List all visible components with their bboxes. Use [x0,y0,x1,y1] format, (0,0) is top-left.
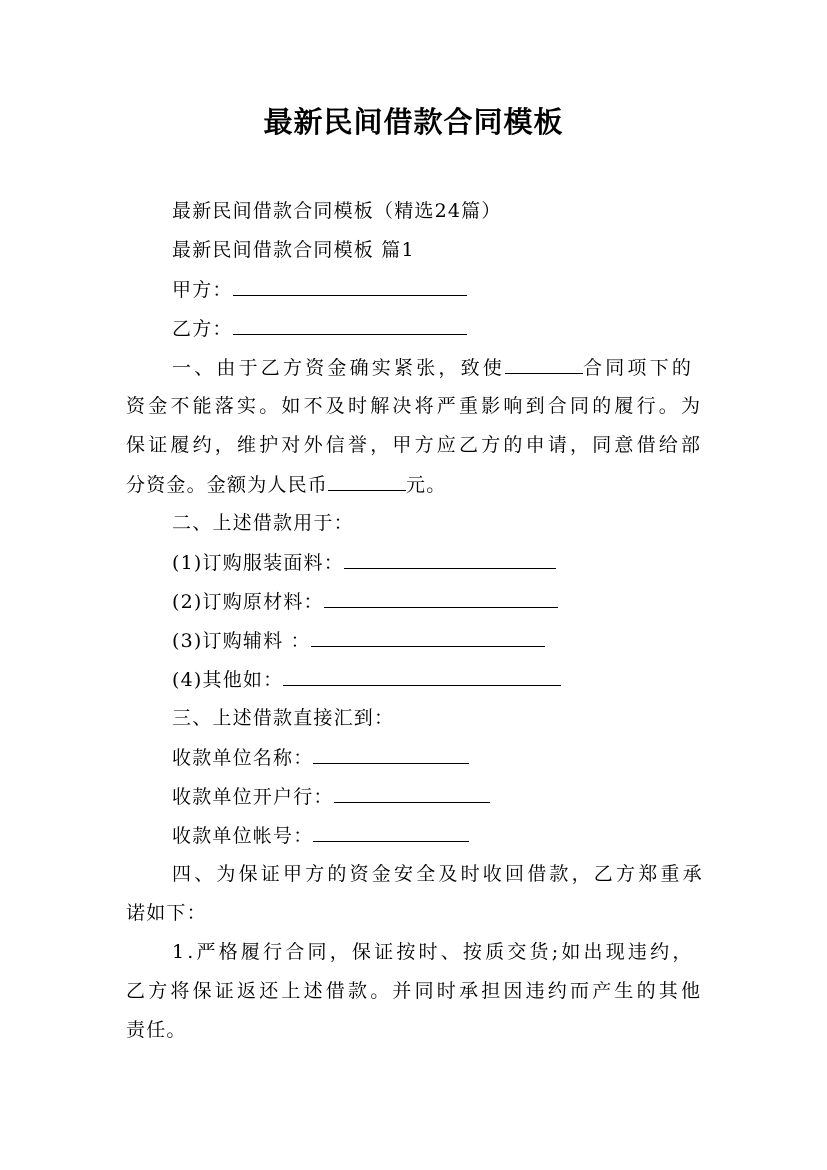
paragraph-1-line-4 [126,472,446,497]
p1-blank-contract [505,355,583,374]
payee-name-label: 收款单位名称： [172,747,314,769]
payee-bank-label: 收款单位开户行： [172,786,334,808]
party-b-field [172,316,467,341]
payee-bank-blank [334,784,490,803]
party-a-label: 甲方： [172,279,233,301]
payee-name-field [172,745,469,770]
party-b-label: 乙方： [172,318,233,340]
section-heading: 最新民间借款合同模板 篇1 [172,239,415,261]
use-item-1 [172,550,556,575]
payee-account-field [172,823,469,848]
paragraph-4-line-1: 四、为保证甲方的资金安全及时收回借款，乙方郑重承 [172,863,705,885]
use-item-3 [172,628,545,653]
payee-bank-field [172,784,490,809]
paragraph-4-line-2: 诺如下： [126,902,207,924]
payee-name-blank [313,745,469,764]
paragraph-3: 三、上述借款直接汇到： [172,707,395,729]
document-title: 最新民间借款合同模板 [263,105,564,139]
paragraph-2: 二、上述借款用于： [172,512,354,534]
subtitle-line: 最新民间借款合同模板（精选24篇） [172,200,502,222]
party-a-blank [233,277,467,296]
use-item-3-blank [311,628,545,647]
use-item-2-blank [324,589,558,608]
paragraph-1-line-3: 保证履约，维护对外信誉，甲方应乙方的申请，同意借给部 [126,434,704,456]
p1-text-a: 一、由于乙方资金确实紧张，致使 [172,357,506,379]
use-item-3-label: (3)订购辅料 ： [172,630,311,652]
party-a-field [172,277,467,302]
use-item-2-label: (2)订购原材料： [172,591,324,613]
use-item-4 [172,667,561,692]
use-item-2 [172,589,558,614]
item-1-line-2: 乙方将保证返还上述借款。并同时承担因违约而产生的其他 [126,980,704,1002]
use-item-1-label: (1)订购服装面料： [172,552,344,574]
p1-amount-label: 分资金。金额为人民币 [126,474,329,496]
p1-amount-blank [328,472,406,491]
payee-account-label: 收款单位帐号： [172,825,314,847]
payee-account-blank [313,823,469,842]
use-item-1-blank [344,550,556,569]
p1-text-b: 合同项下的 [583,357,695,379]
p1-amount-unit: 元。 [406,474,447,496]
party-b-blank [233,316,467,335]
paragraph-1-line-2: 资金不能落实。如不及时解决将严重影响到合同的履行。为 [126,395,704,417]
item-1-line-3: 责任。 [126,1019,187,1041]
use-item-4-blank [283,667,561,686]
item-1-line-1: 1.严格履行合同，保证按时、按质交货;如出现违约， [172,941,695,963]
paragraph-1-line-1 [172,355,694,380]
use-item-4-label: (4)其他如： [172,669,284,691]
